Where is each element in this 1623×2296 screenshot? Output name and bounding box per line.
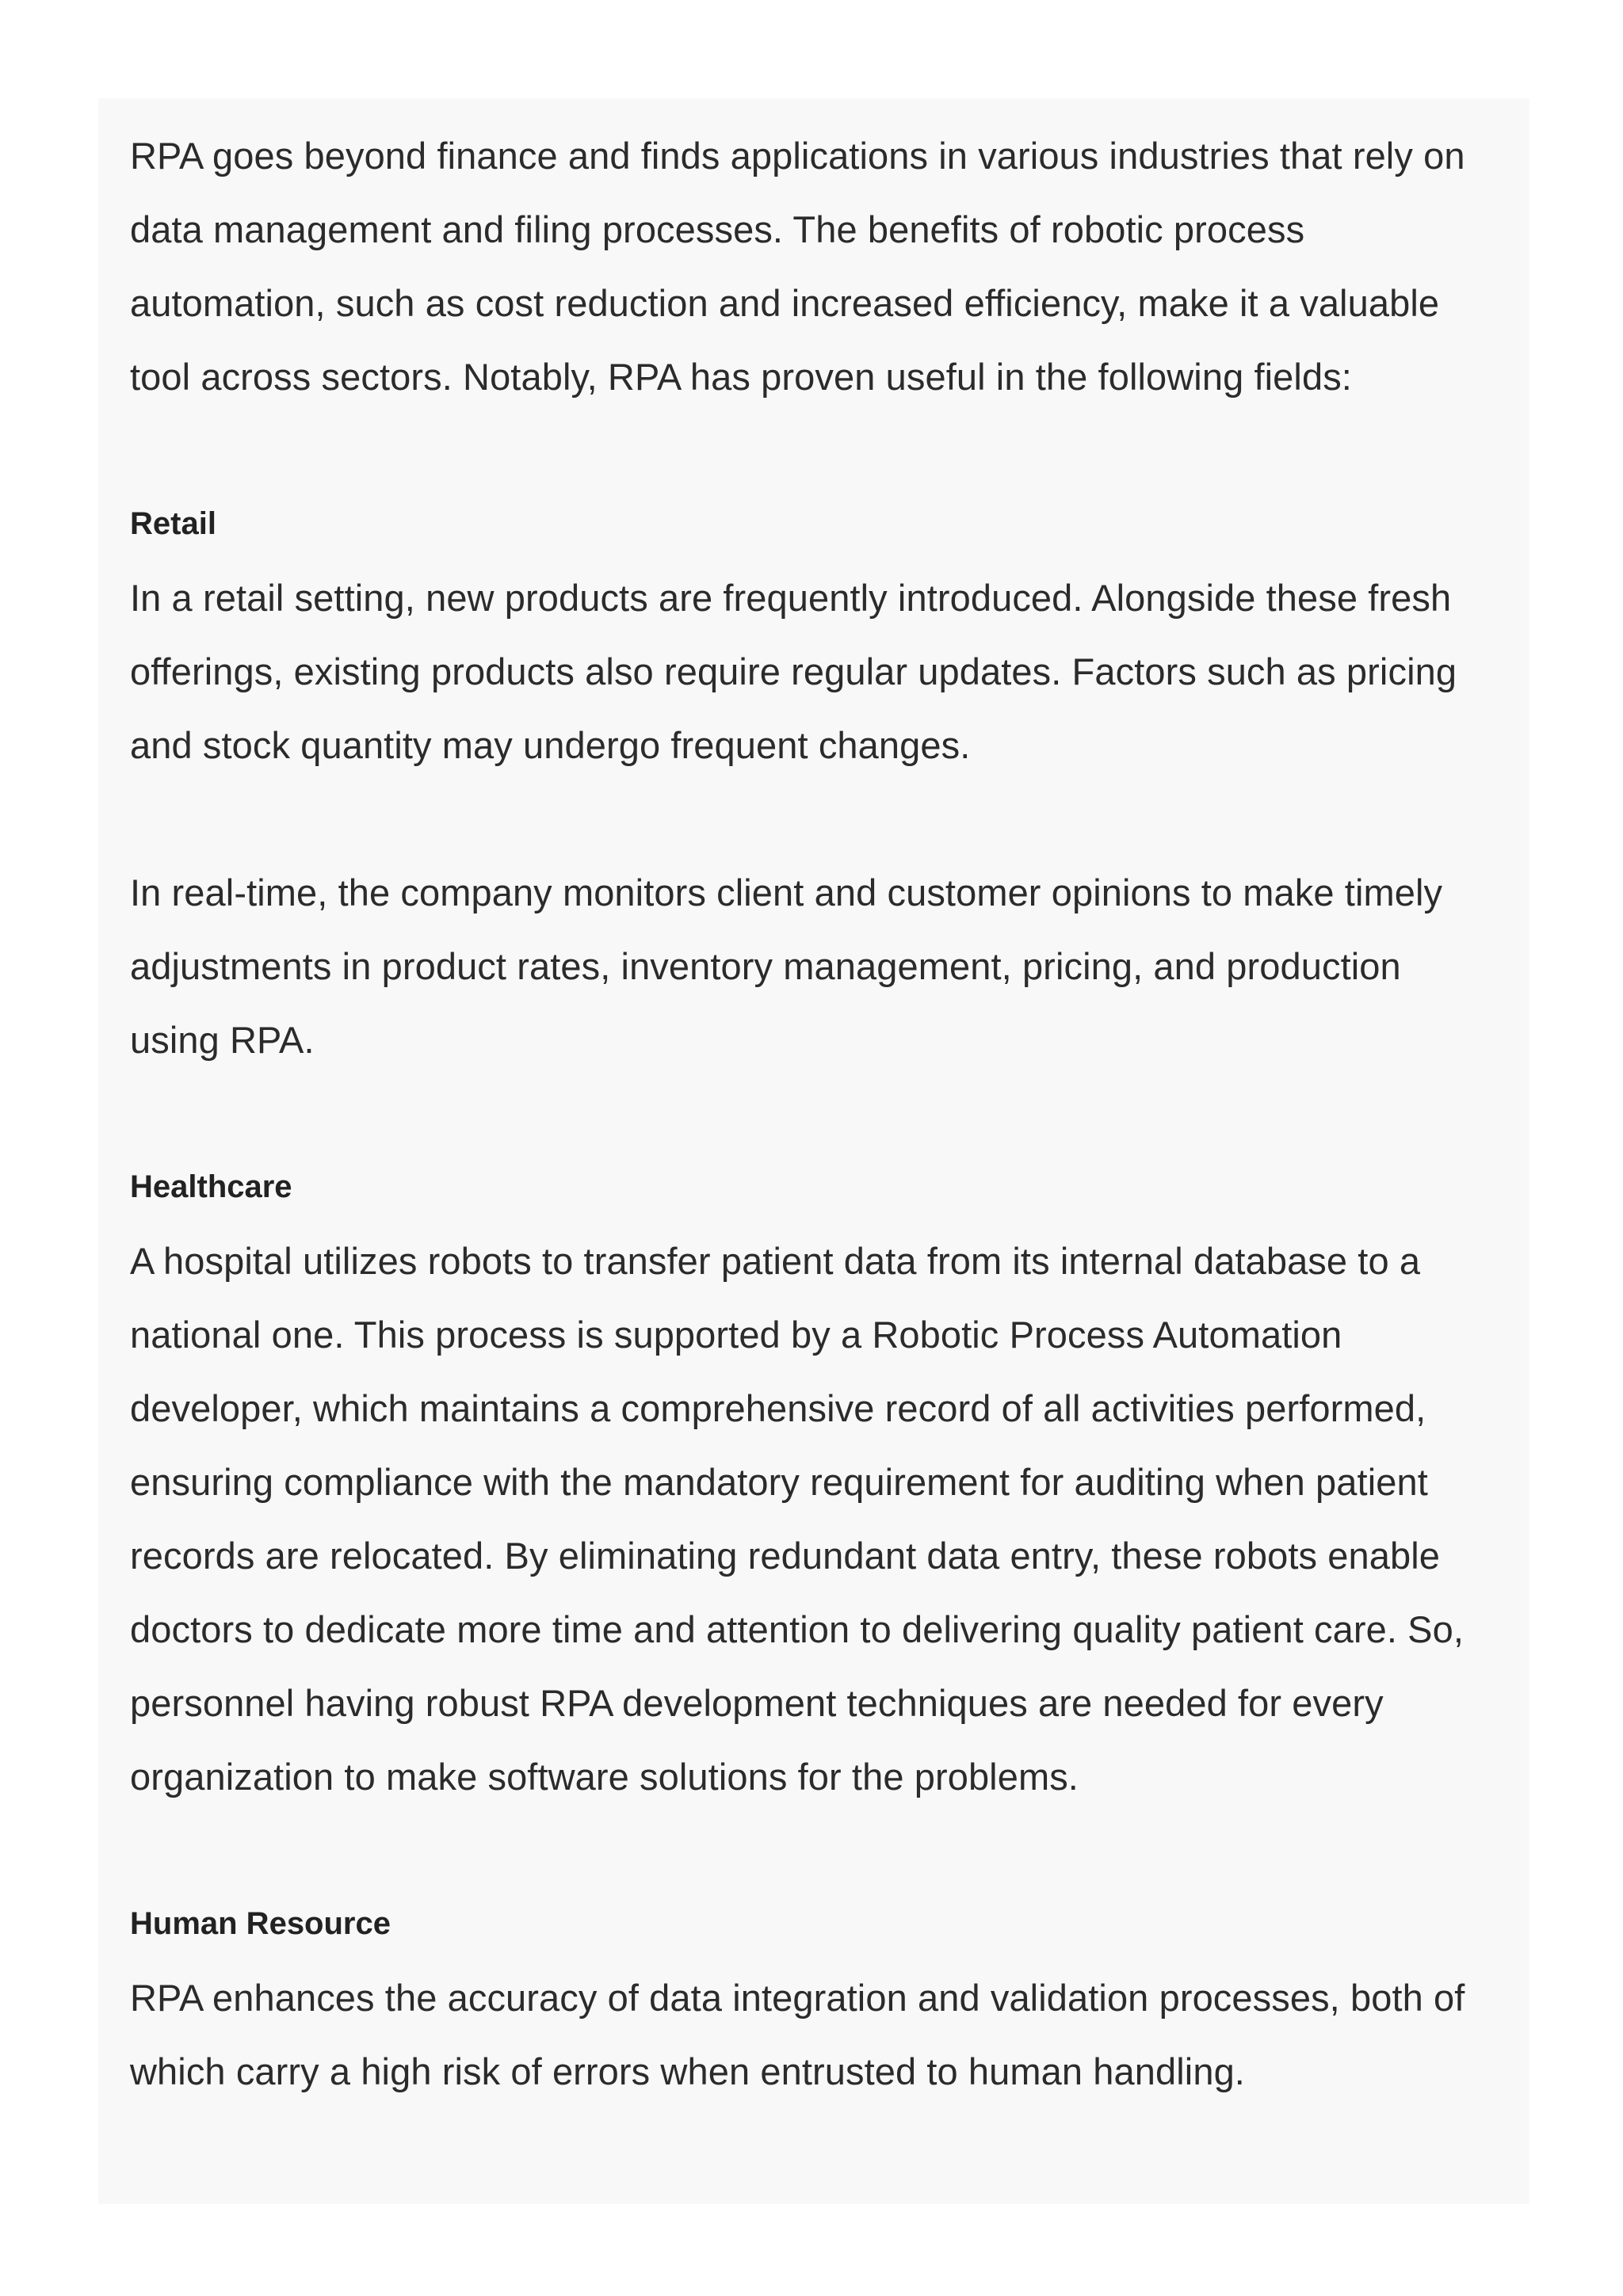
retail-paragraph-1: In a retail setting, new products are frequently introduced. Alongside these fresh offerings, existing products also require regular updates. Factors such as pricing and stock quantity may undergo frequent changes. (130, 577, 1457, 766)
spacer (130, 1814, 1498, 1887)
content-panel (98, 98, 1529, 2204)
section-heading-retail: Retail (130, 506, 216, 541)
healthcare-paragraph: A hospital utilizes robots to transfer patient data from its internal database to a national one. This process is supported by a Robotic Process Automation developer, which maintains a comprehensive record of all activities performed, ensuring compliance with the mandatory requirement for auditing when patient records are relocated. By eliminating redundant data entry, these robots enable doctors to dedicate more time and attention to delivering quality patient care. So, personnel having robust RPA development techniques are needed for every organization to make software solutions for the problems. (130, 1240, 1464, 1798)
human-resource-paragraph: RPA enhances the accuracy of data integration and validation processes, both of which carry a high risk of errors when entrusted to human handling. (130, 1977, 1465, 2092)
spacer (130, 782, 1498, 856)
spacer (130, 414, 1498, 487)
section-heading-human-resource: Human Resource (130, 1906, 391, 1941)
intro-paragraph: RPA goes beyond finance and finds applications in various industries that rely on data management and filing processes. The benefits of robotic process automation, such as cost reduction and increased efficiency, make it a valuable tool across sectors. Notably, RPA has proven useful in the following fields: (130, 135, 1465, 398)
spacer (130, 1077, 1498, 1150)
retail-paragraph-2: In real-time, the company monitors client and customer opinions to make timely adjustments in product rates, inventory management, pricing, and production using RPA. (130, 871, 1443, 1061)
section-heading-healthcare: Healthcare (130, 1169, 292, 1204)
